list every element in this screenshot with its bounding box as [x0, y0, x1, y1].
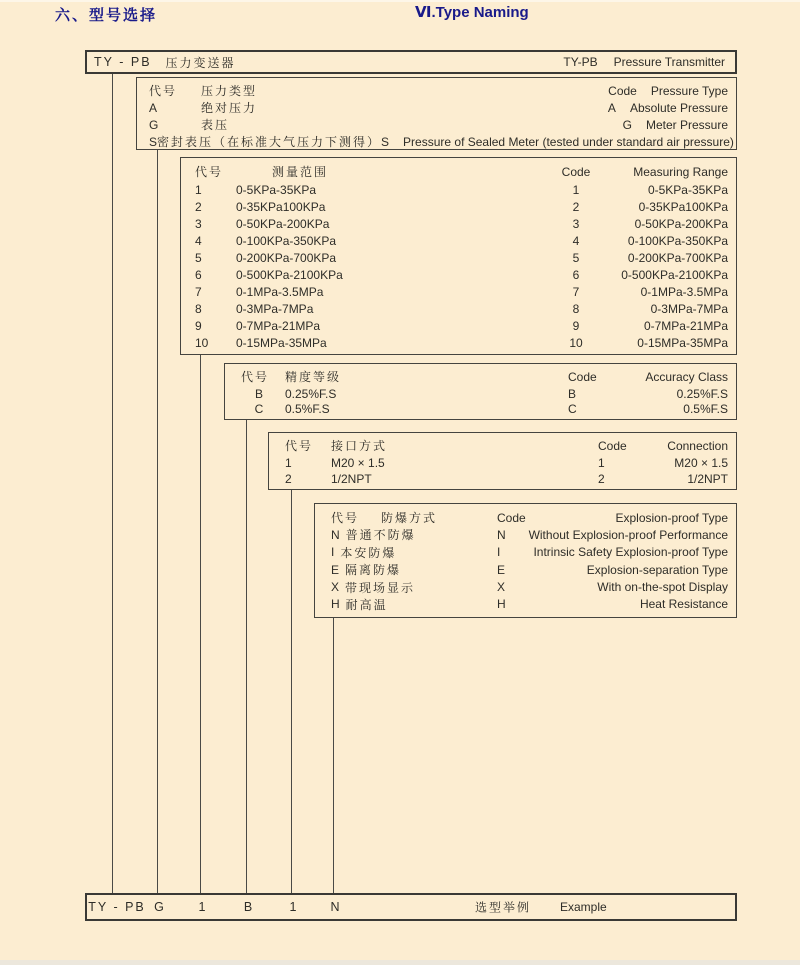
code-cell-en: 2	[598, 472, 605, 486]
code-cell: 1	[285, 456, 292, 470]
header-code-cn: 代号	[195, 165, 224, 179]
label-cell-en: 0-15MPa-35MPa	[637, 336, 728, 350]
page-bottom-edge	[0, 960, 800, 965]
header-code-cn: 代号	[149, 84, 178, 98]
example-box	[85, 893, 737, 921]
table-row	[195, 217, 728, 231]
label-cell-en: 1/2NPT	[687, 472, 728, 486]
table-row	[149, 116, 728, 133]
header-label-cn: 接口方式	[331, 439, 388, 453]
label-cell-cn: 0-200KPa-700KPa	[236, 251, 337, 265]
label-cell-en: Explosion-separation Type	[586, 562, 728, 577]
code-cell-en: 1	[572, 183, 580, 197]
example-code: 1	[289, 900, 297, 914]
connection-table	[268, 432, 737, 490]
label-cell-en: 0-3MPa-7MPa	[650, 302, 728, 316]
label-cell-cn: 绝对压力	[201, 101, 258, 115]
label-cell-en: Heat Resistance	[639, 597, 728, 612]
label-cell-en: 0-500KPa-2100KPa	[621, 268, 728, 282]
explosion-proof-table	[314, 503, 737, 618]
code-cell: 8	[195, 302, 202, 316]
label-cell-en: Without Explosion-proof Performance	[528, 527, 728, 542]
header-code-en: Code	[561, 164, 591, 179]
table-row	[195, 336, 728, 350]
label-cell-cn: 0-1MPa-3.5MPa	[236, 285, 324, 299]
table-row	[331, 561, 728, 578]
header-code-cn: 代号	[285, 439, 314, 453]
table-row	[195, 268, 728, 282]
section-title-cn: 六、型号选择	[55, 7, 158, 24]
label-cell-cn: 普通不防爆	[345, 528, 416, 543]
label-cell-en: 0-100KPa-350KPa	[627, 234, 728, 248]
label-cell-cn: 0.25%F.S	[285, 386, 337, 401]
label-cell-cn: 1/2NPT	[331, 472, 372, 486]
label-cell-cn: 隔离防爆	[345, 563, 402, 578]
table-row	[195, 285, 728, 299]
code-cell-en: N	[497, 527, 506, 542]
code-cell: 10	[195, 336, 209, 350]
code-cell: B	[254, 386, 263, 401]
header-label-cn: 压力类型	[201, 84, 258, 98]
product-model-en: TY-PB	[563, 55, 598, 69]
table-row	[241, 387, 728, 401]
header-label-en: Measuring Range	[633, 164, 728, 179]
header-label-en: Explosion-proof Type	[615, 510, 728, 525]
code-cell: A	[149, 100, 158, 115]
code-cell: 2	[195, 200, 202, 214]
connector-line	[291, 490, 292, 893]
label-cell-en: 0-35KPa100KPa	[638, 200, 728, 214]
table-row	[195, 200, 728, 214]
label-cell-en: With on-the-spot Display	[597, 580, 728, 595]
header-code-en: Code	[497, 510, 526, 525]
code-cell-en: 2	[572, 200, 580, 214]
header-code-en: Code	[598, 438, 627, 453]
example-code: TY - PB	[88, 900, 146, 914]
label-cell-en: 0-5KPa-35KPa	[647, 183, 728, 197]
code-cell-en: S	[381, 134, 390, 149]
section-title-en: Ⅵ.Type Naming	[415, 4, 529, 21]
code-cell: 6	[195, 268, 202, 282]
header-label-cn: 防爆方式	[381, 511, 438, 525]
header-code-cn: 代号	[241, 370, 270, 384]
label-cell-cn: 0-50KPa-200KPa	[236, 217, 330, 231]
code-cell: E	[331, 562, 340, 577]
code-cell: 7	[195, 285, 202, 299]
code-cell: I	[331, 545, 335, 560]
code-cell-en: I	[497, 545, 501, 560]
code-cell-en: 10	[569, 336, 583, 350]
label-cell-en: Meter Pressure	[645, 117, 728, 132]
product-model-cn: TY - PB	[94, 55, 152, 69]
product-box	[85, 50, 737, 74]
label-cell-cn: 表压	[201, 118, 230, 132]
table-header	[331, 509, 728, 526]
code-cell: N	[331, 527, 340, 542]
table-row	[331, 544, 728, 561]
code-cell: 5	[195, 251, 202, 265]
code-cell-en: A	[607, 100, 616, 115]
table-header	[285, 437, 728, 454]
label-cell-en: Absolute Pressure	[629, 100, 728, 115]
example-label-cn: 选型举例	[475, 900, 532, 915]
label-cell-cn: 密封表压（在标准大气压力下测得）	[157, 135, 382, 149]
code-cell: H	[331, 597, 340, 612]
code-cell-en: 8	[572, 302, 580, 316]
header-label-en: Pressure Type	[650, 83, 728, 98]
table-row	[195, 319, 728, 333]
label-cell-en: 0-200KPa-700KPa	[627, 251, 728, 265]
code-cell-en: 1	[598, 456, 605, 470]
table-header	[195, 163, 728, 180]
example-label-en: Example	[560, 900, 607, 914]
header-label-en: Accuracy Class	[645, 369, 728, 384]
code-cell-en: 3	[572, 217, 580, 231]
code-cell: S	[149, 134, 158, 149]
code-cell-en: 4	[572, 234, 580, 248]
connector-line	[200, 355, 201, 893]
connector-line	[112, 74, 113, 893]
code-cell-en: 5	[572, 251, 580, 265]
product-name-cn: 压力变送器	[165, 55, 236, 70]
label-cell-cn: 带现场显示	[345, 580, 416, 595]
label-cell-en: Pressure of Sealed Meter (tested under standard air pressure)	[403, 134, 734, 149]
code-cell: C	[254, 402, 264, 416]
label-cell-en: 0-50KPa-200KPa	[634, 217, 728, 231]
header-code-en: Code	[608, 83, 637, 98]
table-row	[331, 579, 728, 596]
code-cell: 3	[195, 217, 202, 231]
label-cell-cn: 0-15MPa-35MPa	[236, 336, 327, 350]
code-cell: 1	[195, 183, 202, 197]
table-row	[331, 526, 728, 543]
label-cell-en: 0-1MPa-3.5MPa	[640, 285, 728, 299]
product-name-en: Pressure Transmitter	[613, 55, 725, 69]
header-code-en: Code	[568, 369, 597, 384]
code-cell-en: H	[497, 597, 506, 612]
table-row	[149, 133, 734, 150]
page-top-edge	[0, 0, 800, 2]
code-cell-en: C	[568, 402, 577, 416]
code-cell: X	[331, 580, 340, 595]
code-cell-en: B	[568, 386, 577, 401]
label-cell-en: Intrinsic Safety Explosion-proof Type	[533, 545, 728, 560]
header-label-en: Connection	[667, 438, 728, 453]
label-cell-cn: 0-7MPa-21MPa	[236, 319, 321, 333]
header-label-cn: 精度等级	[285, 370, 342, 384]
accuracy-class-table	[224, 363, 737, 420]
code-cell-en: E	[497, 562, 506, 577]
table-header	[149, 82, 728, 99]
table-row	[149, 99, 728, 116]
code-cell: G	[149, 117, 159, 132]
label-cell-cn: 耐高温	[345, 597, 388, 612]
label-cell-cn: 0.5%F.S	[285, 402, 330, 416]
example-code: N	[330, 900, 340, 914]
table-header	[241, 368, 728, 385]
table-row	[241, 402, 728, 416]
code-cell-en: G	[622, 117, 632, 132]
code-cell-en: 6	[572, 268, 580, 282]
code-cell: 4	[195, 234, 202, 248]
code-cell-en: 9	[572, 319, 580, 333]
label-cell-cn: 0-3MPa-7MPa	[236, 302, 314, 316]
code-cell: 9	[195, 319, 202, 333]
connector-line	[246, 420, 247, 893]
table-row	[285, 456, 728, 470]
label-cell-cn: 0-100KPa-350KPa	[236, 234, 337, 248]
code-cell-en: X	[497, 580, 506, 595]
header-label-cn: 测量范围	[272, 165, 329, 179]
table-row	[195, 251, 728, 265]
example-code: 1	[198, 900, 206, 914]
header-code-cn: 代号	[331, 511, 360, 525]
label-cell-en: 0.5%F.S	[683, 402, 728, 416]
label-cell-cn: M20 × 1.5	[331, 456, 385, 470]
example-code: B	[243, 900, 253, 914]
label-cell-en: M20 × 1.5	[674, 456, 728, 470]
pressure-type-table	[136, 77, 737, 150]
code-cell: 2	[285, 472, 292, 486]
connector-line	[333, 618, 334, 893]
label-cell-en: 0-7MPa-21MPa	[643, 319, 728, 333]
connector-line	[157, 150, 158, 893]
label-cell-cn: 0-35KPa100KPa	[236, 200, 326, 214]
example-code: G	[154, 900, 164, 914]
table-row	[195, 234, 728, 248]
label-cell-cn: 0-5KPa-35KPa	[236, 183, 317, 197]
table-row	[195, 183, 728, 197]
label-cell-cn: 0-500KPa-2100KPa	[236, 268, 343, 282]
table-row	[195, 302, 728, 316]
table-row	[285, 472, 728, 486]
code-cell-en: 7	[572, 285, 580, 299]
label-cell-cn: 本安防爆	[340, 545, 397, 560]
measuring-range-table	[180, 157, 737, 355]
label-cell-en: 0.25%F.S	[676, 386, 728, 401]
table-row	[331, 596, 728, 613]
